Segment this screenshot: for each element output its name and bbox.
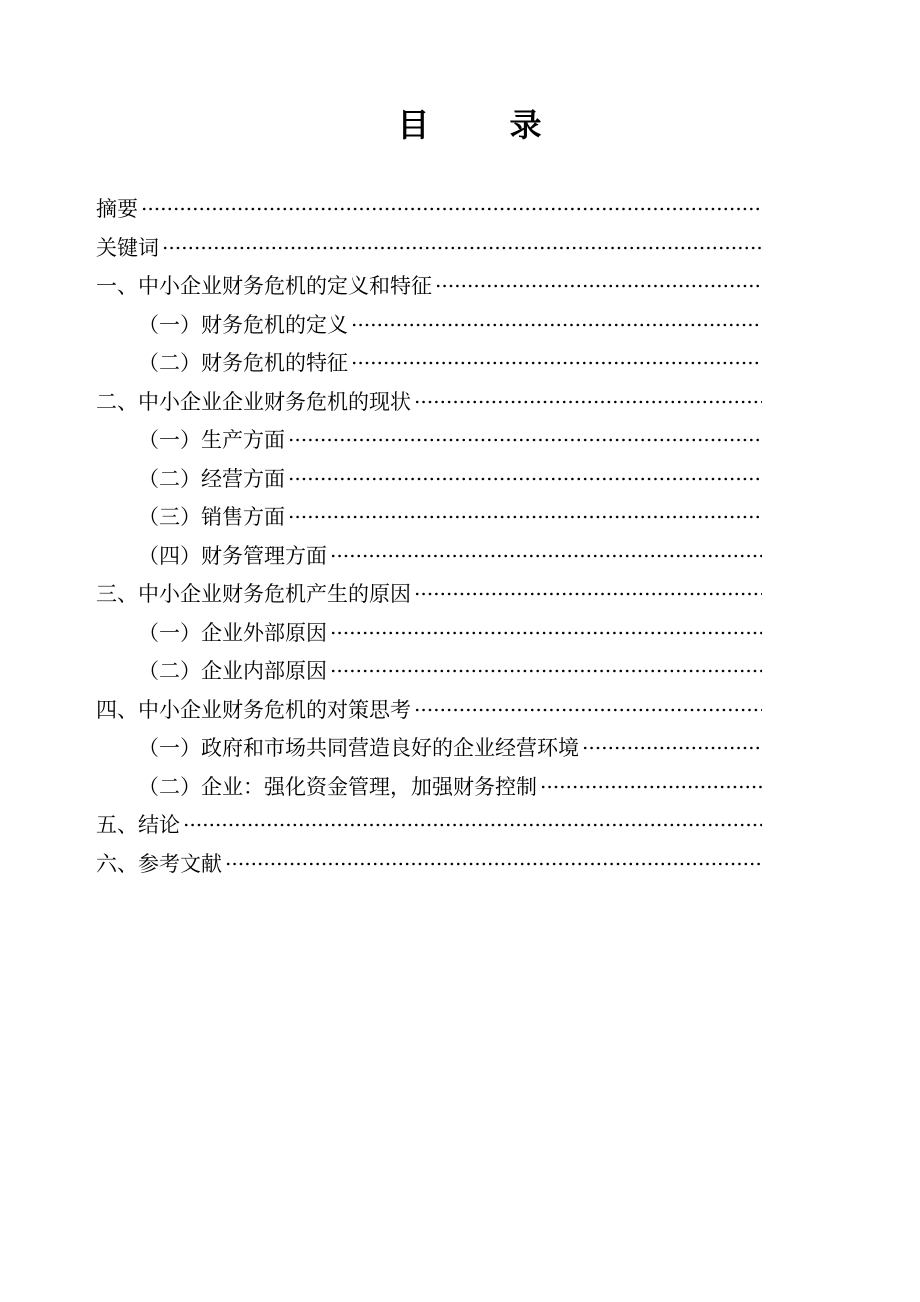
page-title: 目 录 xyxy=(397,107,543,143)
dot-leader xyxy=(330,630,762,636)
toc-entry xyxy=(96,652,762,691)
toc-entry xyxy=(96,575,762,614)
toc-entry-label: 三、中小企业财务危机产生的原因 xyxy=(96,582,411,607)
dot-leader xyxy=(330,553,762,559)
toc-entry-label: （二）财务危机的特征 xyxy=(138,351,348,376)
dot-leader xyxy=(582,745,762,751)
toc-entry xyxy=(96,614,762,653)
toc-entry-label: 六、参考文献 xyxy=(96,851,222,876)
toc-entry-label: 一、中小企业财务危机的定义和特征 xyxy=(96,274,432,299)
dot-leader xyxy=(414,707,762,713)
toc-entry-label: （二）企业内部原因 xyxy=(138,659,327,684)
dot-leader xyxy=(288,437,762,443)
dot-leader xyxy=(540,784,762,790)
dot-leader xyxy=(435,283,762,289)
toc-entry xyxy=(96,344,762,383)
toc-entry-label: 四、中小企业财务危机的对策思考 xyxy=(96,697,411,722)
dot-leader xyxy=(288,514,762,520)
dot-leader xyxy=(351,322,762,328)
toc-entry xyxy=(96,306,762,345)
toc-entry xyxy=(96,383,762,422)
toc-entry-label: （一）政府和市场共同营造良好的企业经营环境 xyxy=(138,736,579,761)
toc-entry-label: （一）企业外部原因 xyxy=(138,620,327,645)
toc-entry xyxy=(96,768,762,807)
toc-entry-label: 摘要 xyxy=(96,197,138,222)
dot-leader xyxy=(162,245,762,251)
toc-entry xyxy=(96,498,762,537)
toc-entry xyxy=(96,537,762,576)
toc-entry xyxy=(96,421,762,460)
toc-entry xyxy=(96,460,762,499)
dot-leader xyxy=(414,591,762,597)
table-of-contents xyxy=(0,190,920,883)
dot-leader xyxy=(288,476,762,482)
toc-entry-label: 关键词 xyxy=(96,235,159,260)
dot-leader xyxy=(183,822,762,828)
toc-entry xyxy=(96,729,762,768)
toc-entry xyxy=(96,691,762,730)
dot-leader xyxy=(414,399,762,405)
toc-entry xyxy=(96,229,762,268)
toc-entry xyxy=(96,190,762,229)
toc-entry-label: 五、结论 xyxy=(96,813,180,838)
toc-entry-label: （一）财务危机的定义 xyxy=(138,312,348,337)
toc-entry xyxy=(96,806,762,845)
dot-leader xyxy=(330,668,762,674)
toc-entry-label: （二）经营方面 xyxy=(138,466,285,491)
dot-leader xyxy=(141,206,762,212)
toc-entry-label: （二）企业：强化资金管理，加强财务控制 xyxy=(138,774,537,799)
toc-entry-label: （一）生产方面 xyxy=(138,428,285,453)
dot-leader xyxy=(351,360,762,366)
toc-entry xyxy=(96,845,762,884)
toc-entry xyxy=(96,267,762,306)
toc-entry-label: （四）财务管理方面 xyxy=(138,543,327,568)
toc-entry-label: （三）销售方面 xyxy=(138,505,285,530)
dot-leader xyxy=(225,861,762,867)
toc-entry-label: 二、中小企业企业财务危机的现状 xyxy=(96,389,411,414)
